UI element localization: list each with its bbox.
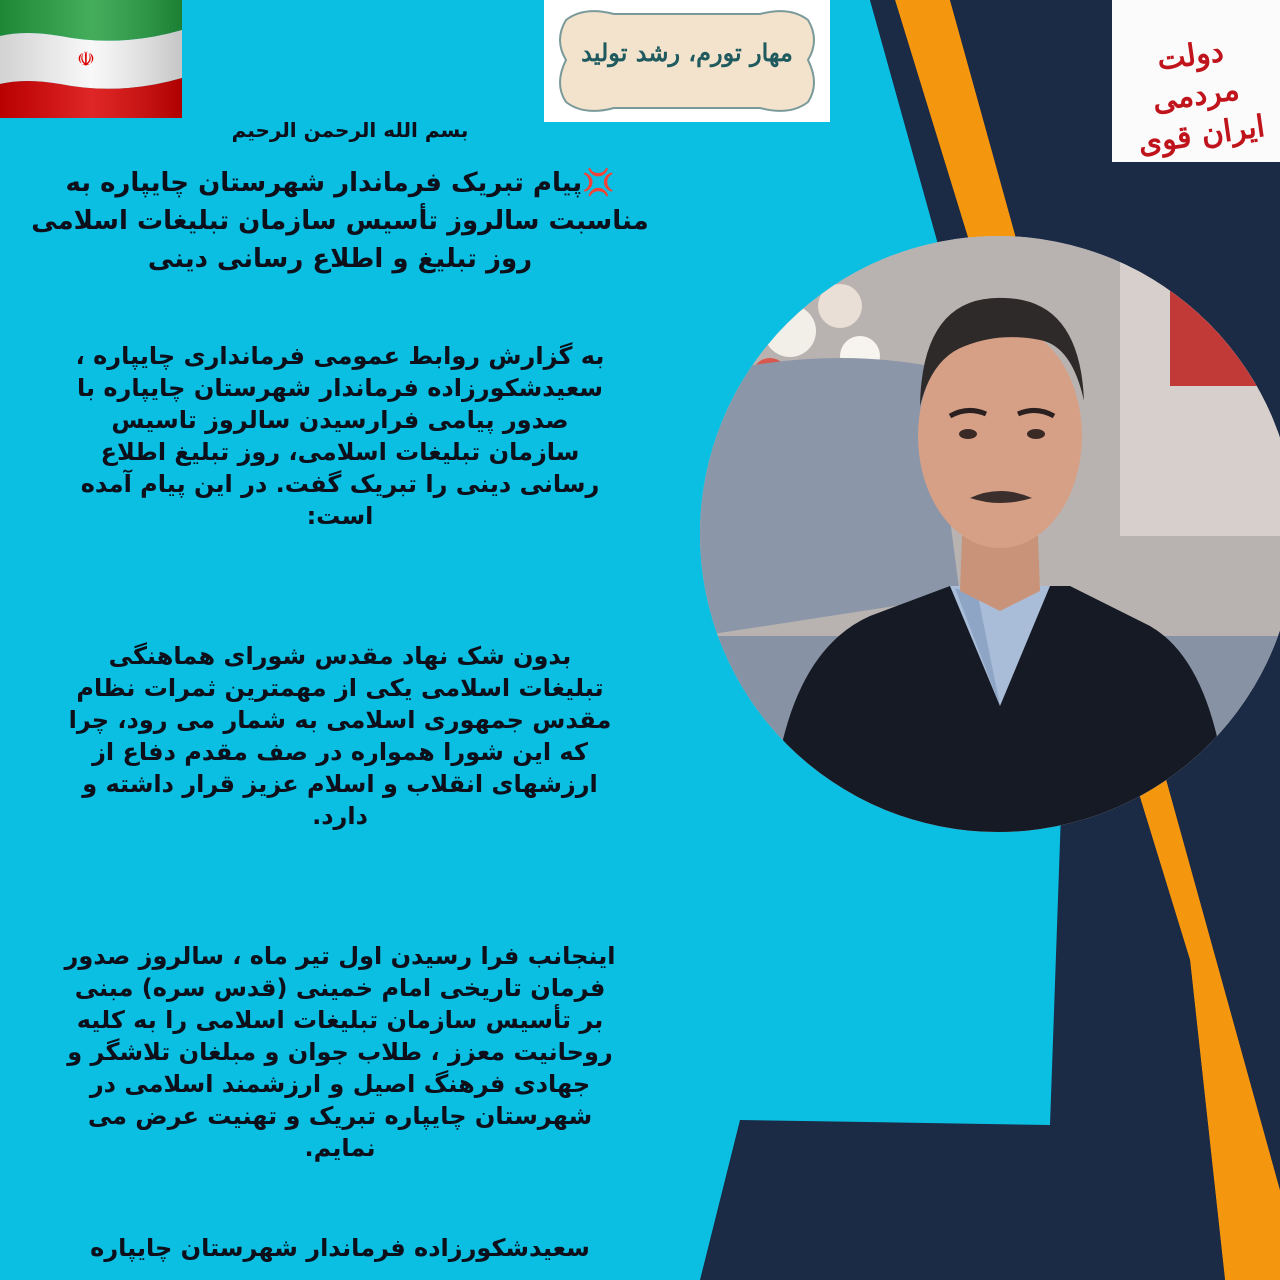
flag-image bbox=[0, 0, 182, 118]
paragraph-report: به گزارش روابط عمومی فرمانداری چایپاره ، سعیدشکورزاده فرماندار شهرستان چایپاره با صدور پیامی فرارسیدن سالروز تاسیس سازمان تبلیغات اسلامی، روز تبلیغ اطلاع رسانی دینی را تبریک گفت. در این پیام آمده است: bbox=[75, 342, 605, 530]
paragraph-congratulation: اینجانب فرا رسیدن اول تیر ماه ، سالروز صدور فرمان تاریخی امام خمینی (قدس سره) مبنی بر تأسیس سازمان تبلیغات اسلامی را به کلیه روحانیت معزز ، طلاب جوان و مبلغان تلاشگر و جهادی فرهنگ اصیل و ارزشمند اسلامی در شهرستان چایپاره تبریک و تهنیت عرض می نمایم. bbox=[64, 942, 616, 1162]
governor-portrait bbox=[700, 236, 1280, 832]
title-text: پیام تبریک فرماندار شهرستان چایپاره به مناسبت سالروز تأسیس سازمان تبلیغات اسلامی روز تبلیغ و اطلاع رسانی دینی bbox=[31, 168, 649, 274]
government-slogan-logo bbox=[1112, 0, 1280, 162]
basmala-heading: بسم الله الرحمن الرحیم bbox=[231, 118, 469, 142]
message-title bbox=[30, 164, 650, 278]
paragraph-council: بدون شک نهاد مقدس شورای هماهنگی تبلیغات اسلامی یکی از مهمترین ثمرات نظام مقدس جمهوری اسلامی به شمار می رود، چرا که این شورا همواره در صف مقدم دفاع از ارزشهای انقلاب و اسلام عزیز قرار داشته و دارد. bbox=[68, 642, 612, 830]
svg-text:☫: ☫ bbox=[77, 47, 95, 71]
year-slogan-logo bbox=[544, 0, 830, 122]
government-slogan-text: دولت مردمی ایران قوی bbox=[1135, 33, 1268, 162]
year-slogan-text: مهار تورم، رشد تولید bbox=[581, 38, 793, 67]
signature-line: سعیدشکورزاده فرماندار شهرستان چایپاره bbox=[90, 1234, 590, 1262]
iran-flag-icon bbox=[0, 0, 182, 118]
anger-symbol-icon: 💢 bbox=[582, 168, 615, 198]
